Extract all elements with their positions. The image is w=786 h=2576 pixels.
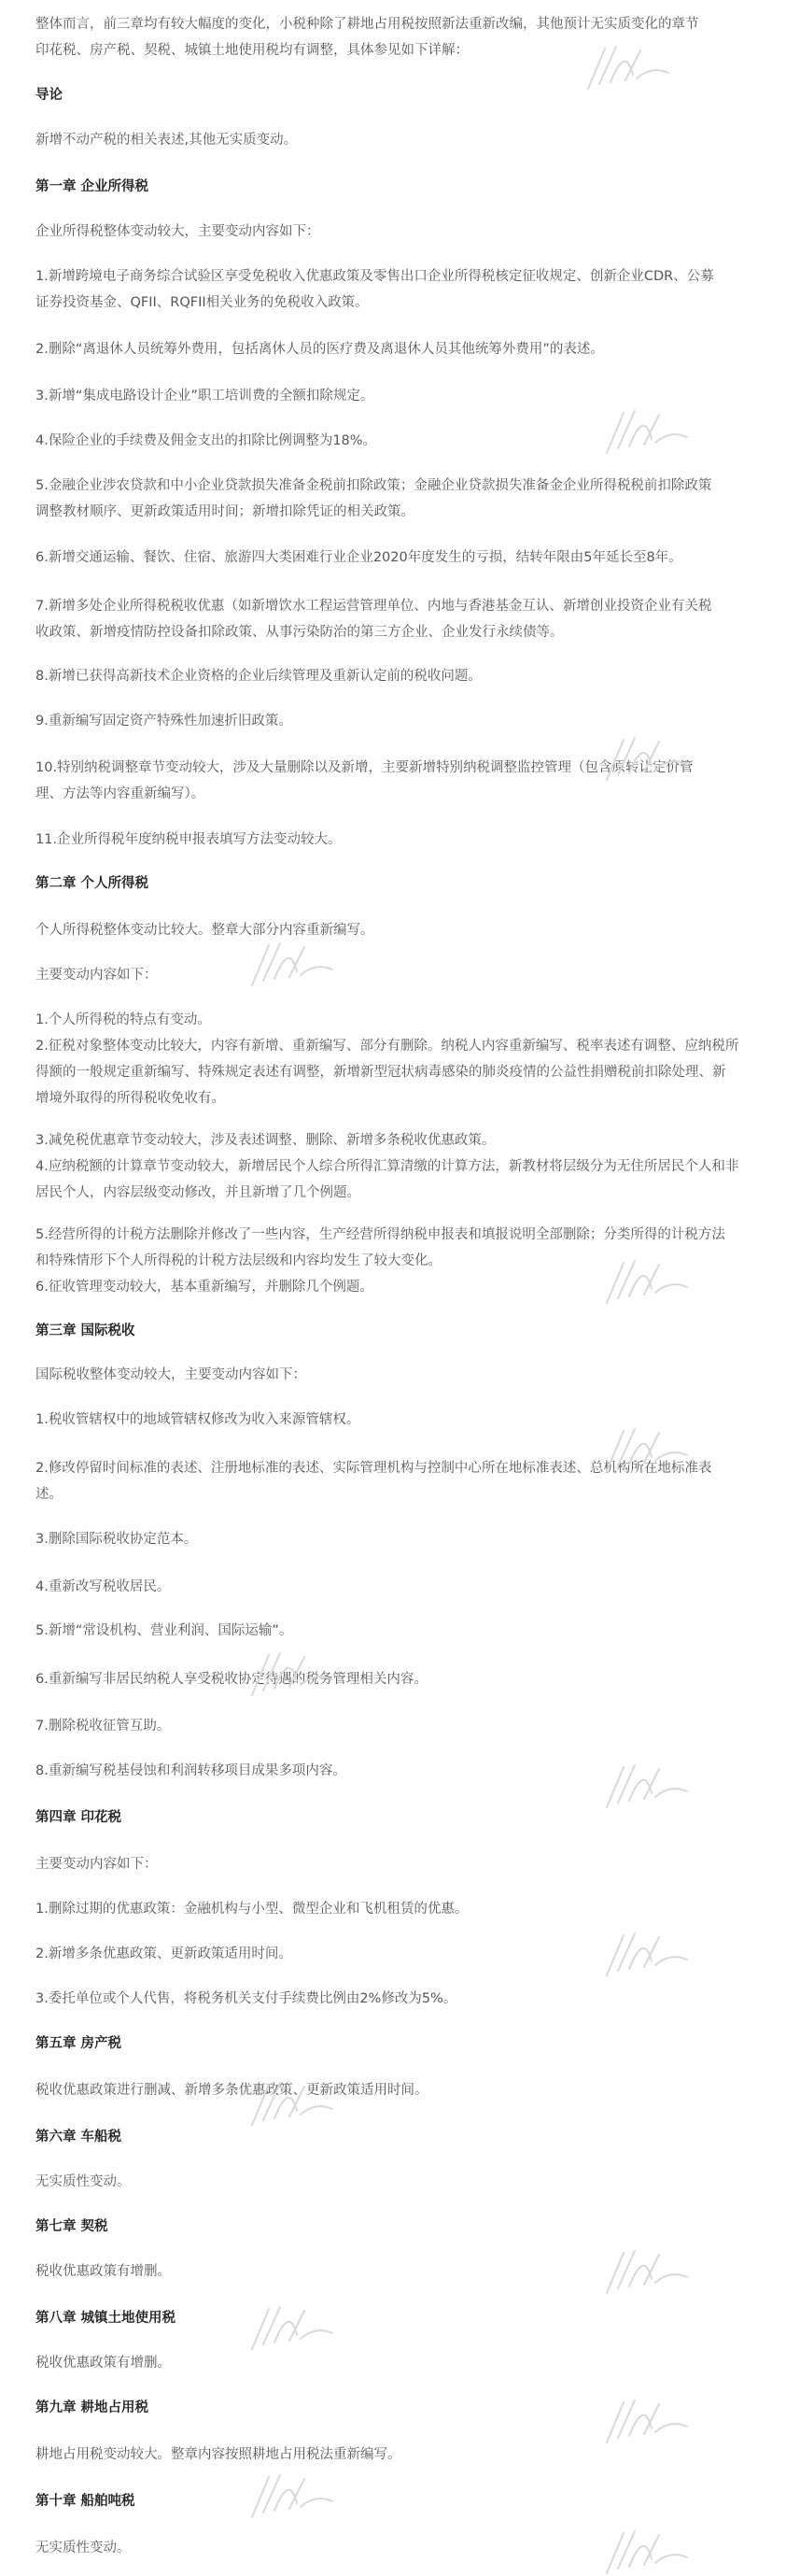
paragraph: 5.金融企业涉农贷款和中小企业贷款损失准备金税前扣除政策；金融企业贷款损失准备金企业所得税税前扣除政策 调整教材顺序、更新政策适用时间；新增扣除凭证的相关政策。 xyxy=(35,478,712,519)
paragraph: 6.重新编写非居民纳税人享受税收协定待遇的税务管理相关内容。 xyxy=(35,1672,428,1687)
paragraph: 1.新增跨境电子商务综合试验区享受免税收入优惠政策及零售出口企业所得税核定征收规定、创新企业CDR、公募 证券投资基金、QFII、RQFII相关业务的免税收入政策。 xyxy=(35,269,714,310)
paragraph: 4.重新改写税收居民。 xyxy=(35,1579,171,1594)
paragraph: 6.新增交通运输、餐饮、住宿、旅游四大类困难行业企业2020年度发生的亏损，结转年限由5年延长至8年。 xyxy=(35,550,682,565)
paragraph: 无实质性变动。 xyxy=(35,2541,131,2555)
paragraph: 企业所得税整体变动较大，主要变动内容如下： xyxy=(35,224,320,239)
chapter-heading: 第九章 耕地占用税 xyxy=(35,2400,149,2415)
paragraph: 无实质性变动。 xyxy=(35,2174,131,2189)
paragraph: 5.经营所得的计税方法删除并修改了一些内容，生产经营所得纳税申报表和填报说明全部删除；分类所得的计税方法 和特殊情形下个人所得税的计税方法层级和内容均发生了较大变化。 6.征收管理变动较大，基本重新编写，并删除几个例题。 xyxy=(35,1227,725,1295)
paragraph: 税收优惠政策有增删。 xyxy=(35,2264,171,2279)
paragraph: 8.新增已获得高新技术企业资格的企业后续管理及重新认定前的税收问题。 xyxy=(35,669,482,684)
chapter-heading: 第七章 契税 xyxy=(35,2219,108,2234)
paragraph: 主要变动内容如下： xyxy=(35,1857,158,1872)
chapter-heading: 导论 xyxy=(35,88,63,103)
paragraph: 11.企业所得税年度纳税申报表填写方法变动较大。 xyxy=(35,832,342,847)
paragraph: 3.删除国际税收协定范本。 xyxy=(35,1532,198,1547)
paragraph: 3.委托单位或个人代售，将税务机关支付手续费比例由2%修改为5%。 xyxy=(35,1991,457,2006)
paragraph: 主要变动内容如下： xyxy=(35,968,158,983)
chapter-heading: 第六章 车船税 xyxy=(35,2130,122,2144)
chapter-heading: 第十章 船舶吨税 xyxy=(35,2494,135,2509)
paragraph: 5.新增“常设机构、营业利润、国际运输”。 xyxy=(35,1623,293,1638)
paragraph: 9.重新编写固定资产特殊性加速折旧政策。 xyxy=(35,714,292,729)
paragraph: 3.新增“集成电路设计企业”职工培训费的全额扣除规定。 xyxy=(35,389,374,403)
paragraph: 新增不动产税的相关表述,其他无实质变动。 xyxy=(35,133,298,148)
paragraph: 个人所得税整体变动比较大。整章大部分内容重新编写。 xyxy=(35,923,374,938)
chapter-heading: 第五章 房产税 xyxy=(35,2036,122,2051)
paragraph: 国际税收整体变动较大，主要变动内容如下： xyxy=(35,1367,306,1382)
paragraph: 4.保险企业的手续费及佣金支出的扣除比例调整为18%。 xyxy=(35,433,377,448)
chapter-heading: 第三章 国际税收 xyxy=(35,1323,135,1338)
chapter-heading: 第四章 印花税 xyxy=(35,1810,122,1825)
paragraph: 2.修改停留时间标准的表述、注册地标准的表述、实际管理机构与控制中心所在地标准表述、总机构所在地标准表 述。 xyxy=(35,1461,712,1502)
chapter-heading: 第二章 个人所得税 xyxy=(35,876,149,891)
paragraph: 1.个人所得税的特点有变动。 2.征税对象整体变动比较大，内容有新增、重新编写、部分有删除。纳税人内容重新编写、税率表述有调整、应纳税所 得额的一般规定重新编写、特殊规定表述有调整，新增新型冠状病毒感染的肺炎疫情的公益性捐赠税前扣除处理、新 增境外取得的所得税收免收有。 xyxy=(35,1012,739,1106)
chapter-heading: 第八章 城镇土地使用税 xyxy=(35,2311,176,2326)
paragraph: 税收优惠政策进行删减、新增多条优惠政策、更新政策适用时间。 xyxy=(35,2083,428,2098)
paragraph: 8.重新编写税基侵蚀和利润转移项目成果多项内容。 xyxy=(35,1763,346,1778)
paragraph: 7.删除税收征管互助。 xyxy=(35,1719,171,1734)
paragraph: 7.新增多处企业所得税税收优惠（如新增饮水工程运营管理单位、内地与香港基金互认、新增创业投资企业有关税 收政策、新增疫情防控设备扣除政策、从事污染防治的第三方企业、企业发行永续债等。 xyxy=(35,599,712,640)
paragraph: 税收优惠政策有增删。 xyxy=(35,2356,171,2371)
paragraph: 10.特别纳税调整章节变动较大，涉及大量删除以及新增，主要新增特别纳税调整监控管理（包含原转让定价管 理、方法等内容重新编写）。 xyxy=(35,760,694,801)
paragraph: 1.税收管辖权中的地域管辖权修改为收入来源管辖权。 xyxy=(35,1412,360,1427)
paragraph: 2.删除“离退休人员统筹外费用，包括离休人员的医疗费及离退休人员其他统筹外费用”的表述。 xyxy=(35,342,604,357)
paragraph: 3.减免税优惠章节变动较大，涉及表述调整、删除、新增多条税收优惠政策。 4.应纳税额的计算章节变动较大，新增居民个人综合所得汇算清缴的计算方法，新教材将层级分为无住所居民个人和非 居民个人，内容层级变动修改，并且新增了几个例题。 xyxy=(35,1133,739,1200)
paragraph: 耕地占用税变动较大。整章内容按照耕地占用税法重新编写。 xyxy=(35,2447,401,2462)
chapter-heading: 第一章 企业所得税 xyxy=(35,179,149,194)
paragraph: 2.新增多条优惠政策、更新政策适用时间。 xyxy=(35,1946,292,1961)
paragraph: 1.删除过期的优惠政策：金融机构与小型、微型企业和飞机租赁的优惠。 xyxy=(35,1902,469,1917)
paragraph: 整体而言，前三章均有较大幅度的变化，小税种除了耕地占用税按照新法重新改编，其他预计无实质变化的章节 印花税、房产税、契税、城镇土地使用税均有调整，具体参见如下详解： xyxy=(35,17,699,58)
